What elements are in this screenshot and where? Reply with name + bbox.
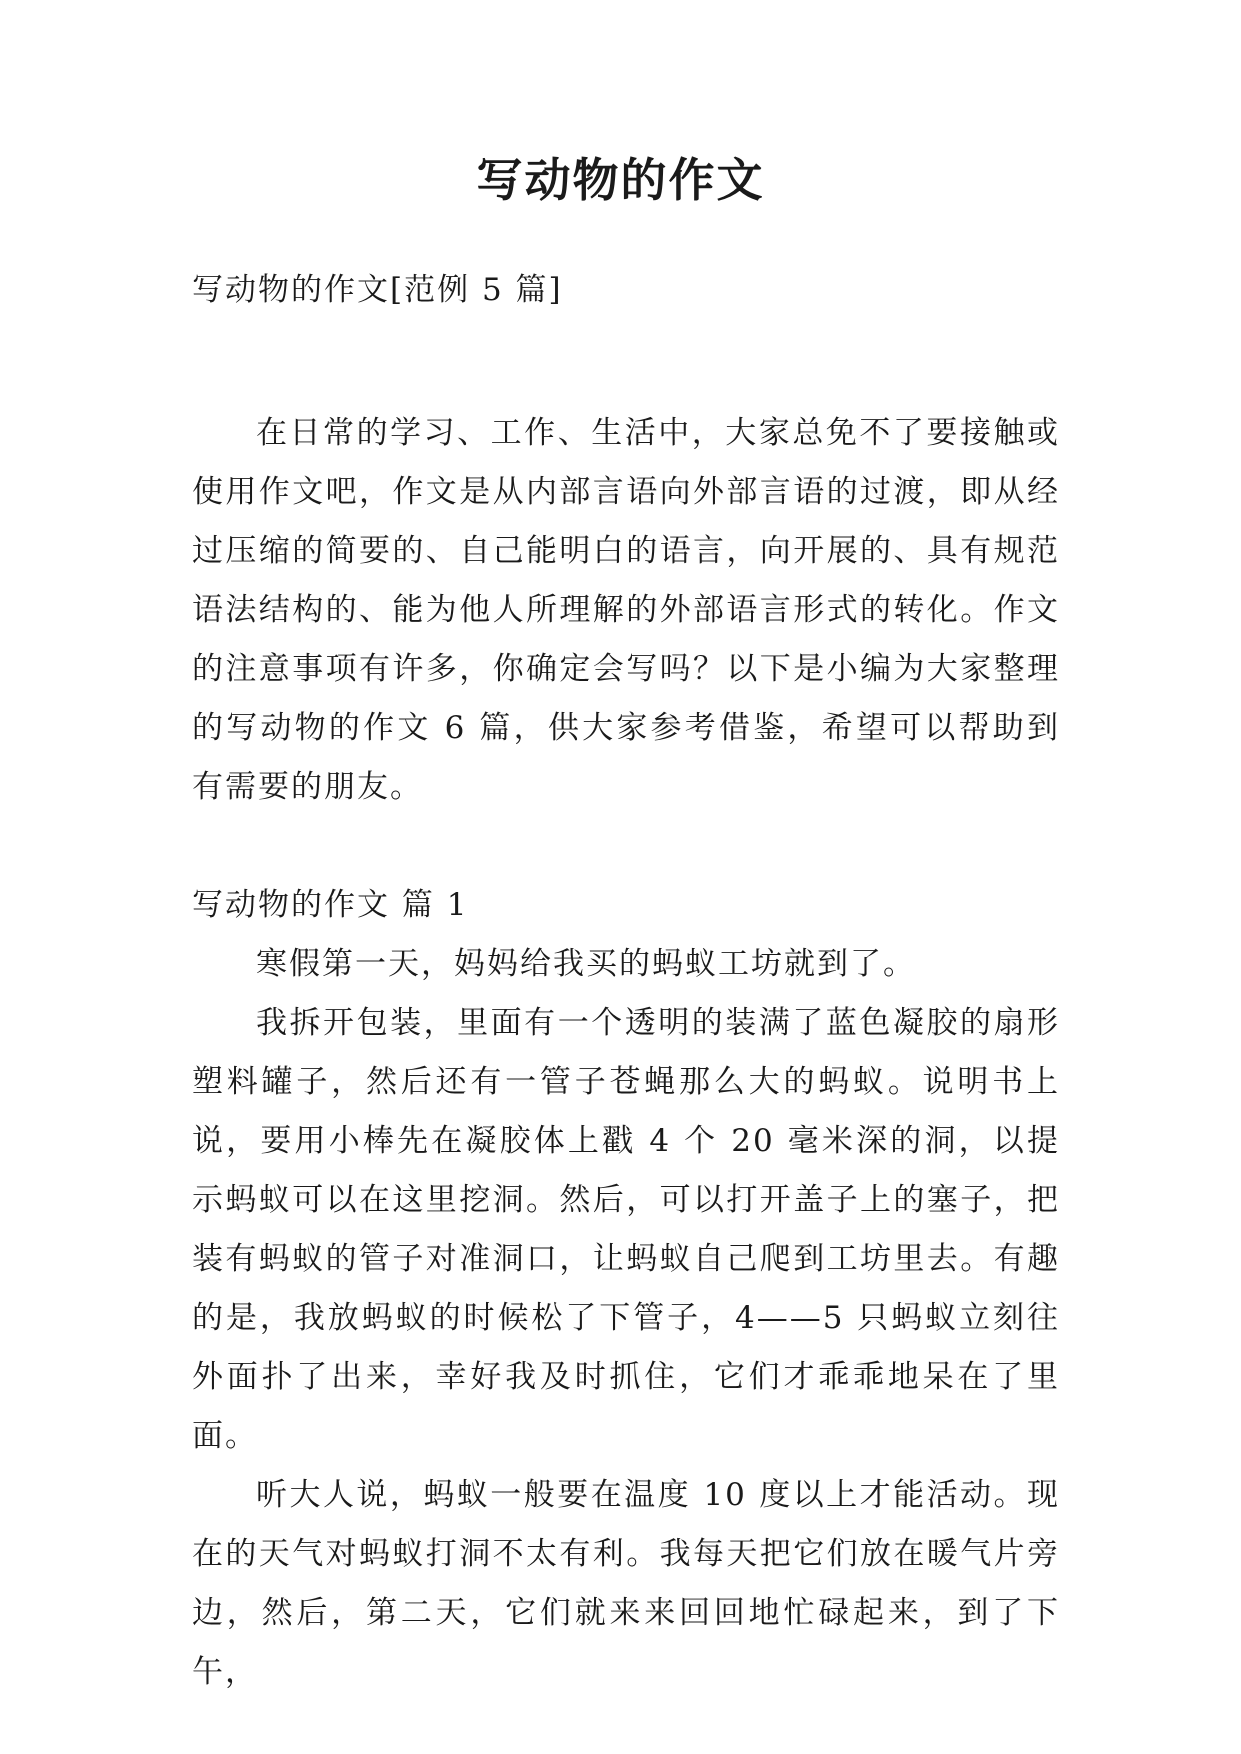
section-paragraph: 听大人说，蚂蚁一般要在温度 10 度以上才能活动。现在的天气对蚂蚁打洞不太有利。我每天把它们放在暖气片旁边，然后，第二天，它们就来来回回地忙碌起来，到了下午， <box>192 1477 1060 1690</box>
document-subtitle: 写动物的作文[范例 5 篇] <box>192 272 563 308</box>
document-title: 写动物的作文 <box>476 153 765 207</box>
section-paragraph: 我拆开包装，里面有一个透明的装满了蓝色凝胶的扇形塑料罐子，然后还有一管子苍蝇那么大的蚂蚁。说明书上说，要用小棒先在凝胶体上戳 4 个 20 毫米深的洞，以提示蚂蚁可以在这里挖洞。然后，可以打开盖子上的塞子，把装有蚂蚁的管子对准洞口，让蚂蚁自己爬到工坊里去。有趣的是，我放蚂蚁的时候松了下管子，4——5 只蚂蚁立刻往外面扑了出来，幸好我及时抓住，它们才乖乖地呆在了里面。 <box>192 1005 1060 1454</box>
intro-paragraph: 在日常的学习、工作、生活中，大家总免不了要接触或使用作文吧，作文是从内部言语向外部言语的过渡，即从经过压缩的简要的、自己能明白的语言，向开展的、具有规范语法结构的、能为他人所理解的外部语言形式的转化。作文的注意事项有许多，你确定会写吗？以下是小编为大家整理的写动物的作文 6 篇，供大家参考借鉴，希望可以帮助到有需要的朋友。 <box>192 415 1060 805</box>
essay-section-1 <box>192 876 1060 1702</box>
section-paragraph: 寒假第一天，妈妈给我买的蚂蚁工坊就到了。 <box>256 946 916 982</box>
section-heading: 写动物的作文 篇 1 <box>192 887 469 923</box>
